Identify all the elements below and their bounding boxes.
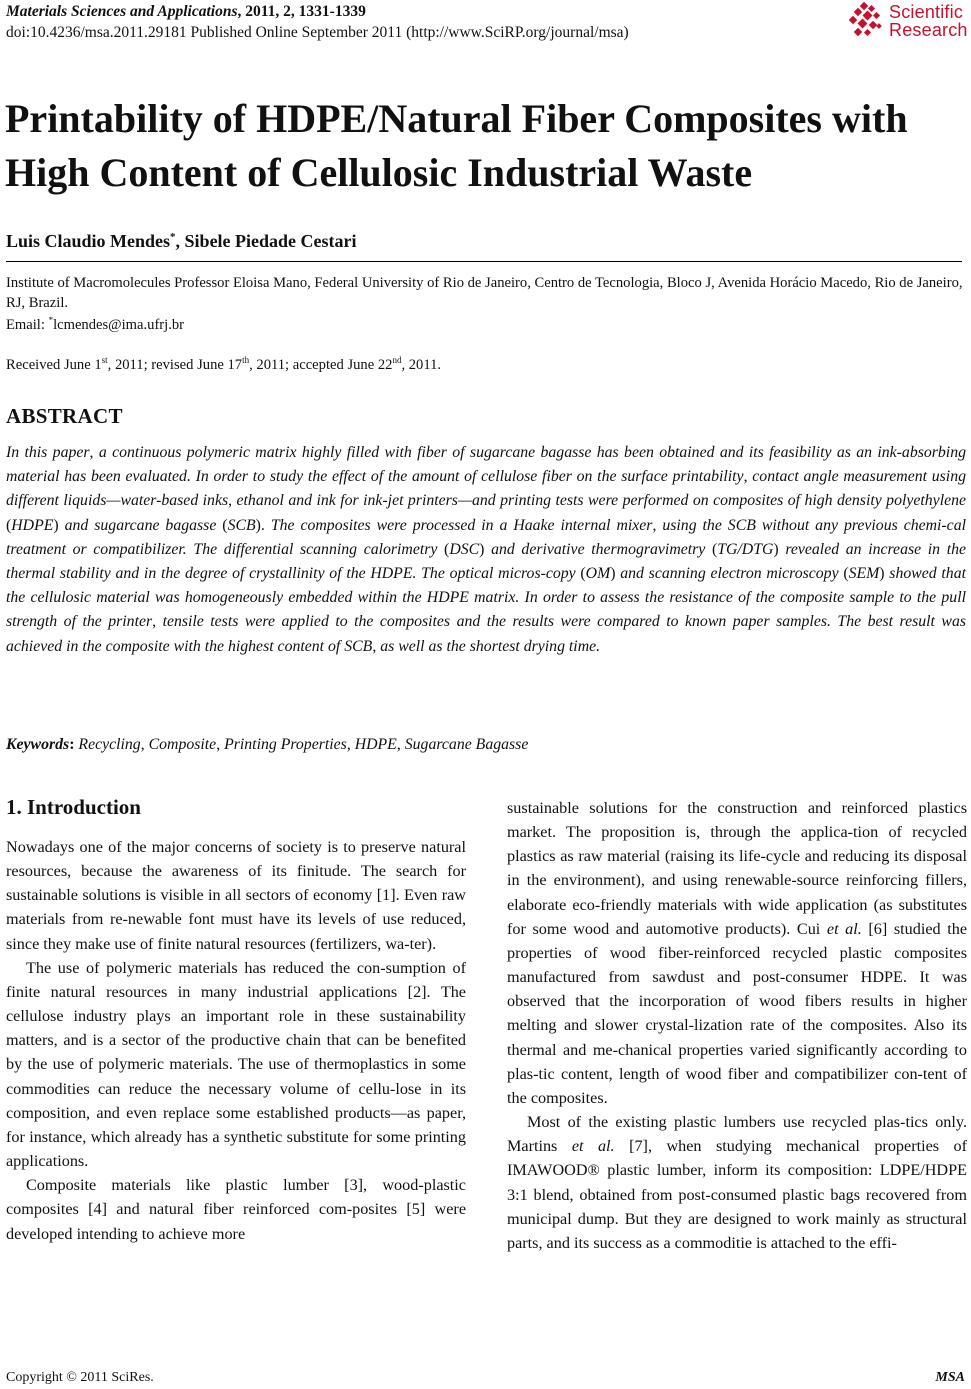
received-dates bbox=[6, 355, 441, 374]
title-divider bbox=[6, 261, 962, 262]
authors bbox=[6, 231, 357, 252]
ordinal-suffix: th bbox=[242, 355, 250, 365]
abstract-text: and sugarcane bagasse bbox=[64, 516, 223, 534]
abstract-text: showed that the cellulosic material was homogeneously embedded within the HDPE matrix. In order to assess the resistance of the composite sample to the pull strength of the printer bbox=[6, 565, 966, 631]
footer-journal-abbr: MSA bbox=[935, 1370, 965, 1385]
abstract-heading: ABSTRACT bbox=[6, 404, 123, 428]
abstract-punct: , bbox=[89, 444, 99, 461]
keyword: Composite bbox=[148, 736, 217, 753]
keyword-separator: , bbox=[216, 736, 225, 753]
abstract-punct: ) bbox=[610, 565, 621, 583]
journal-issue: , 2011, 2, 1331-1339 bbox=[237, 3, 366, 20]
keyword: Printing Properties bbox=[224, 736, 347, 753]
abstract-text: and derivative thermogravimetry bbox=[491, 540, 712, 558]
abstract-punct: , bbox=[743, 468, 753, 486]
paragraph: Composite materials like plastic lumber [3], wood-plastic composites [4] and natural fiber reinforced com-posites [5] were developed intending to achieve more bbox=[6, 1176, 466, 1243]
abstract-punct: , bbox=[652, 516, 663, 534]
paragraph-text: [6] studied the properties of wood fiber-reinforced recycled plastic composites manufactured from sawdust and post-consumer HDPE. It was observed that the incorporation of wood fibers results in higher melting and slower crystal-lization rate of the composites. Also its thermal and me-chanical properties varied significantly according to plas-tic content, length of wood fiber and compatibilizer con-tent of the composites. bbox=[507, 919, 967, 1107]
email-address[interactable]: lcmendes@ima.ufrj.br bbox=[53, 316, 185, 333]
abstract-abbrev: SEM bbox=[848, 565, 880, 583]
abstract-abbrev: HDPE bbox=[11, 516, 54, 534]
publisher-logo bbox=[847, 2, 968, 44]
journal-citation bbox=[6, 3, 366, 21]
abstract-punct: ) bbox=[879, 565, 890, 583]
abstract-abbrev: TG/DTG bbox=[717, 540, 774, 558]
email-label: Email: bbox=[6, 316, 49, 333]
email-mark: * bbox=[48, 315, 54, 325]
left-column bbox=[6, 835, 466, 1246]
abstract-abbrev: SCB bbox=[227, 516, 256, 534]
corresponding-mark: * bbox=[170, 231, 176, 243]
abstract-text: using the SCB without any previous chemi-cal treatment or compatibilizer. The differential scanning calorimetry bbox=[6, 516, 966, 558]
accepted-text: , 2011; accepted June 22 bbox=[249, 356, 393, 373]
paragraph: The use of polymeric materials has reduced the con-sumption of finite natural resources in many industrial applications [2]. The cellulose industry plays an important role in these sustainability matters, and is a sector of the productive chain that can be benefited by the use of polymeric materials. The use of thermoplastics in some commodities can reduce the necessary volume of cellu-lose in its composition, and even replace some established products—as paper, for instance, which already has a synthetic substitute for some printing applications. bbox=[6, 958, 466, 1171]
abstract-text: as well as the shortest drying time. bbox=[380, 637, 601, 655]
keywords-line bbox=[6, 736, 528, 754]
abstract-punct: , bbox=[152, 613, 163, 631]
abstract-abbrev: DSC bbox=[449, 540, 480, 558]
section-heading-introduction: 1. Introduction bbox=[6, 795, 141, 819]
ordinal-suffix: nd bbox=[392, 355, 402, 365]
paragraph: Nowadays one of the major concerns of society is to preserve natural resources, because the awareness of its finitude. The search for sustainable solutions is visible in all sectors of economy [1]. Even raw materials from re-newable font must have its levels of use reduced, since they make use of finite natural resources (fertilizers, wa-ter). bbox=[6, 838, 466, 953]
keywords-label: Keywords bbox=[6, 736, 70, 753]
abstract-punct: ( bbox=[843, 565, 849, 583]
abstract-punct: ( bbox=[580, 565, 586, 583]
paragraph-text: Most of the existing plastic lumbers use recycled plas-tics only. Martins bbox=[507, 1113, 967, 1156]
abstract-punct: ). bbox=[255, 516, 271, 534]
paragraph bbox=[507, 796, 967, 1110]
et-al: et al. bbox=[826, 919, 862, 938]
keyword: Sugarcane Bagasse bbox=[404, 736, 529, 753]
abstract-text: ethanol and ink for ink-jet printers—and printing tests were performed on composites of high density polyethylene bbox=[236, 492, 967, 510]
keyword-separator: , bbox=[346, 736, 355, 753]
abstract-punct: ( bbox=[444, 540, 450, 558]
abstract-abbrev: OM bbox=[585, 565, 611, 583]
accepted-year: , 2011. bbox=[401, 356, 442, 373]
email-line bbox=[6, 315, 184, 334]
keyword-separator: , bbox=[140, 736, 149, 753]
abstract-punct: ( bbox=[222, 516, 228, 534]
paragraph-text: sustainable solutions for the construction and reinforced plastics market. The proposition is, through the applica-tion of recycled plastics as raw material (raising its life-cycle and reducing its disposal in the environment), and using renewable-source reinforcing fillers, elaborate eco-friendly materials with wide application (as substitutes for some wood and automotive products). Cui bbox=[507, 799, 967, 938]
abstract-text: In this paper bbox=[6, 444, 90, 461]
keyword: HDPE bbox=[354, 736, 397, 753]
abstract-body bbox=[6, 441, 966, 659]
author-1: Luis Claudio Mendes bbox=[6, 231, 171, 251]
abstract-text: tensile tests were applied to the composites and the results were compared to known paper samples. The best result was achieved in the composite with the highest content of SCB bbox=[6, 613, 966, 655]
doi-line: doi:10.4236/msa.2011.29181 Published Online September 2011 (http://www.SciRP.org/journal/msa) bbox=[6, 24, 629, 41]
abstract-punct: ( bbox=[6, 516, 12, 534]
abstract-text: The composites were processed in a Haake internal mixer bbox=[270, 516, 653, 534]
journal-name: Materials Sciences and Applications bbox=[6, 3, 238, 20]
abstract-punct: , bbox=[372, 637, 381, 655]
logo-text-line1: Scientific bbox=[889, 2, 964, 22]
abstract-text: contact angle measurement using different liquids—water-based inks bbox=[6, 468, 966, 510]
abstract-text: and scanning electron microscopy bbox=[620, 565, 844, 583]
abstract-text: a continuous polymeric matrix highly filled with fiber of sugarcane bagasse has been obtained and its feasibility as an ink-absorbing material has been evaluated. In order to study the effect of the amount of cellulose fiber on the surface printability bbox=[6, 444, 966, 486]
ordinal-suffix: st bbox=[101, 355, 108, 365]
paper-title: Printability of HDPE/Natural Fiber Composites with High Content of Cellulosic Industrial Waste bbox=[5, 96, 908, 195]
keyword-separator: , bbox=[396, 736, 405, 753]
abstract-punct: , bbox=[228, 492, 237, 510]
abstract-punct: ( bbox=[711, 540, 718, 558]
abstract-punct: ) bbox=[773, 540, 786, 558]
author-2: , Sibele Piedade Cestari bbox=[175, 231, 357, 251]
logo-text-line2: Research bbox=[889, 20, 968, 40]
keyword: Recycling bbox=[78, 736, 141, 753]
footer-copyright: Copyright © 2011 SciRes. bbox=[6, 1370, 154, 1385]
et-al: et al. bbox=[571, 1137, 615, 1156]
revised-text: , 2011; revised June 17 bbox=[107, 356, 243, 373]
abstract-text: revealed an increase in the thermal stability and in the degree of crystallinity of the HDPE. The optical micros-copy bbox=[6, 540, 967, 583]
abstract-punct: ) bbox=[479, 540, 492, 558]
paragraph bbox=[507, 1110, 967, 1255]
paragraph-text: [7], when studying mechanical properties of IMAWOOD® plastic lumber, inform its composition: LDPE/HDPE 3:1 blend, obtained from post-consumed plastic bags recovered from municipal dump. But they are designed to work mainly as structural parts, and its success as a commoditie is attached to the effi- bbox=[507, 1137, 968, 1252]
affiliation: Institute of Macromolecules Professor Eloisa Mano, Federal University of Rio de Janeiro, Centro de Tecnologia, Bloco J, Avenida Horácio Macedo, Rio de Janeiro, RJ, Brazil. bbox=[6, 275, 963, 311]
abstract-punct: ) bbox=[53, 516, 65, 534]
keywords-colon: : bbox=[69, 736, 79, 753]
scientific-research-logo-icon bbox=[847, 2, 887, 42]
right-column bbox=[507, 796, 967, 1255]
received-text: Received June 1 bbox=[6, 356, 102, 373]
